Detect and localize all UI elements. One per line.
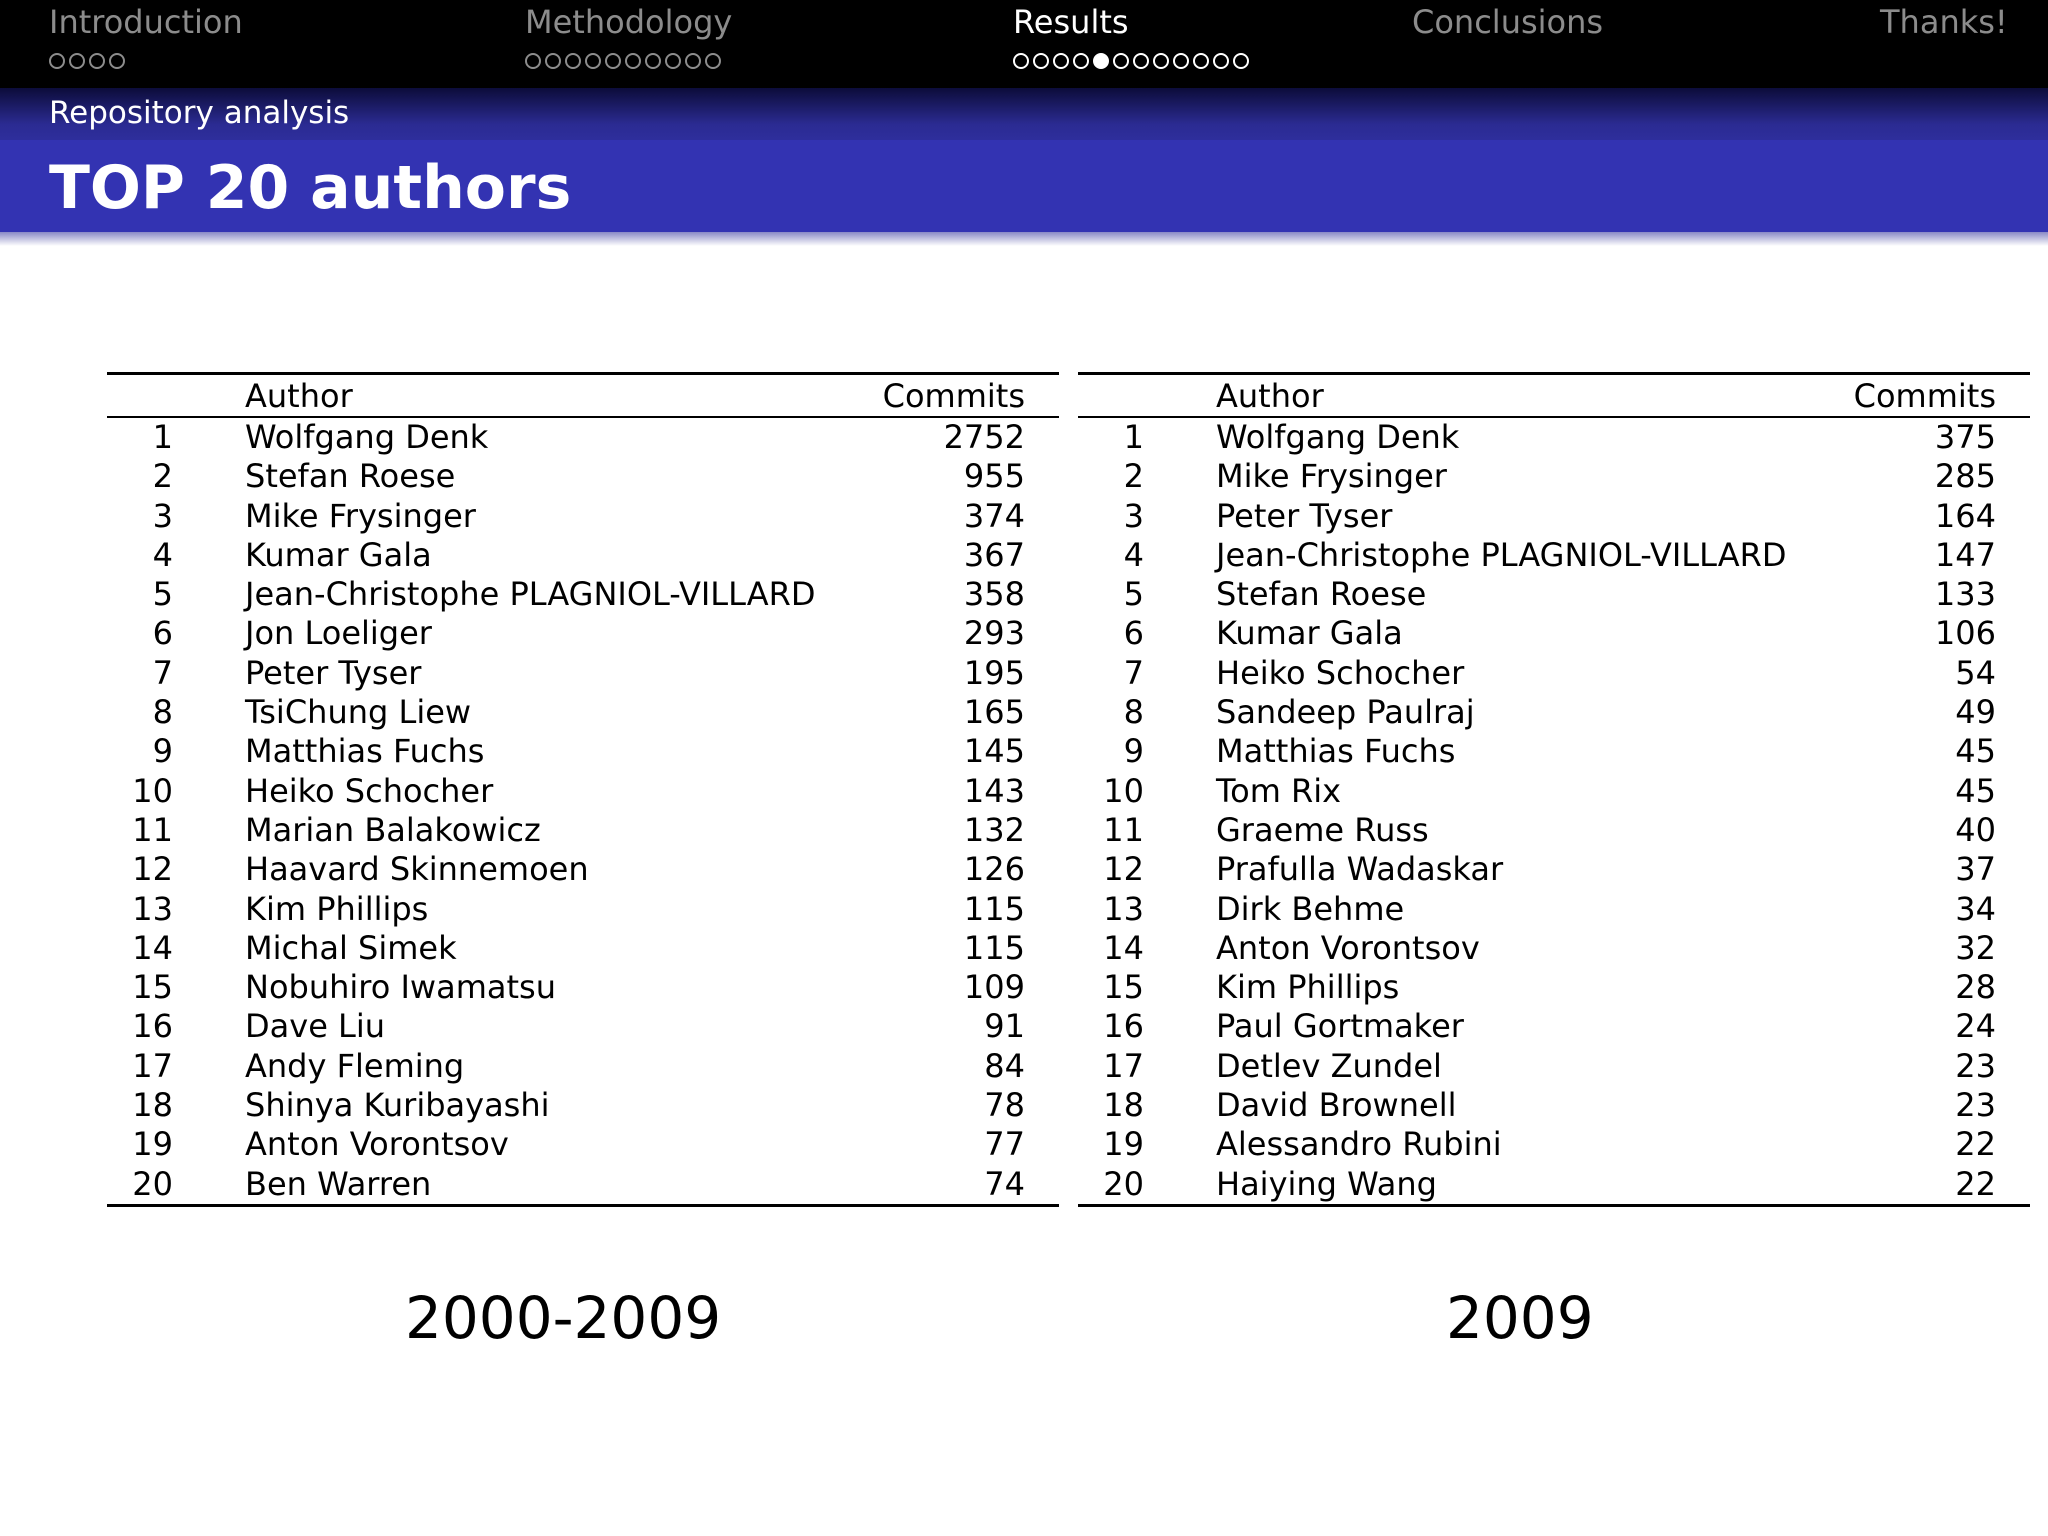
rank-cell: 6 <box>1123 614 1144 653</box>
table-row <box>107 1165 1059 1204</box>
commits-cell: 106 <box>1934 614 1996 653</box>
rank-cell: 18 <box>132 1086 173 1125</box>
table-row <box>1078 1165 2030 1204</box>
commits-cell: 23 <box>1955 1086 1996 1125</box>
rank-cell: 14 <box>1103 928 1144 967</box>
nav-section-title[interactable]: Conclusions <box>1412 3 1604 41</box>
table-row <box>1078 1125 2030 1164</box>
nav-dot[interactable] <box>525 53 541 69</box>
table-row <box>1078 654 2030 693</box>
author-cell: Stefan Roese <box>245 457 456 496</box>
author-cell: Michal Simek <box>245 928 457 967</box>
nav-dot[interactable] <box>89 53 105 69</box>
commits-cell: 293 <box>963 614 1025 653</box>
rank-cell: 7 <box>152 653 173 692</box>
author-cell: David Brownell <box>1216 1086 1457 1125</box>
table-row <box>107 418 1059 457</box>
nav-dot[interactable] <box>545 53 561 69</box>
table-row <box>1078 614 2030 653</box>
author-cell: Heiko Schocher <box>1216 653 1465 692</box>
table-header-row <box>1078 375 2030 416</box>
commits-cell: 147 <box>1934 535 1996 574</box>
author-cell: Paul Gortmaker <box>1216 1007 1464 1046</box>
commits-cell: 133 <box>1934 575 1996 614</box>
table-row <box>1078 536 2030 575</box>
nav-dot[interactable] <box>645 53 661 69</box>
nav-dot[interactable] <box>605 53 621 69</box>
table-row <box>107 536 1059 575</box>
table-row <box>1078 497 2030 536</box>
table-row <box>107 457 1059 496</box>
nav-dot[interactable] <box>109 53 125 69</box>
table-row <box>1078 968 2030 1007</box>
table-row <box>1078 418 2030 457</box>
caption-2000-2009: 2000-2009 <box>405 1284 722 1352</box>
rank-cell: 14 <box>132 928 173 967</box>
commits-cell: 77 <box>984 1125 1025 1164</box>
commits-cell: 126 <box>963 850 1025 889</box>
commits-cell: 143 <box>963 771 1025 810</box>
commits-cell: 54 <box>1955 653 1996 692</box>
commits-cell: 955 <box>963 457 1025 496</box>
commits-cell: 358 <box>963 575 1025 614</box>
author-cell: Prafulla Wadaskar <box>1216 850 1504 889</box>
author-header: Author <box>1216 377 1324 415</box>
table-row <box>1078 890 2030 929</box>
author-cell: Jean-Christophe PLAGNIOL-VILLARD <box>245 575 816 614</box>
subsection-bar <box>0 88 2048 140</box>
table-row <box>107 968 1059 1007</box>
table-row <box>1078 457 2030 496</box>
author-cell: Anton Vorontsov <box>245 1125 509 1164</box>
commits-cell: 78 <box>984 1086 1025 1125</box>
commits-cell: 45 <box>1955 771 1996 810</box>
author-cell: Detlev Zundel <box>1216 1046 1442 1085</box>
author-cell: Mike Frysinger <box>245 496 476 535</box>
author-cell: Ben Warren <box>245 1164 432 1203</box>
commits-cell: 84 <box>984 1046 1025 1085</box>
rank-cell: 1 <box>152 418 173 456</box>
author-cell: TsiChung Liew <box>245 693 472 732</box>
caption-2009: 2009 <box>1446 1284 1594 1352</box>
rank-cell: 2 <box>1123 457 1144 496</box>
nav-dot[interactable] <box>1133 53 1149 69</box>
rank-cell: 12 <box>1103 850 1144 889</box>
nav-dot[interactable] <box>1033 53 1049 69</box>
rank-cell: 3 <box>1123 496 1144 535</box>
commits-cell: 109 <box>963 968 1025 1007</box>
commits-cell: 45 <box>1955 732 1996 771</box>
table-row <box>107 850 1059 889</box>
author-cell: Andy Fleming <box>245 1046 465 1085</box>
author-cell: Sandeep Paulraj <box>1216 693 1475 732</box>
rank-cell: 3 <box>152 496 173 535</box>
subsection-title: Repository analysis <box>49 95 350 131</box>
nav-dot[interactable] <box>685 53 701 69</box>
commits-cell: 40 <box>1955 810 1996 849</box>
rank-cell: 7 <box>1123 653 1144 692</box>
commits-cell: 22 <box>1955 1164 1996 1203</box>
author-cell: Peter Tyser <box>245 653 422 692</box>
commits-cell: 374 <box>963 496 1025 535</box>
table-row <box>1078 929 2030 968</box>
rank-cell: 6 <box>152 614 173 653</box>
commits-cell: 24 <box>1955 1007 1996 1046</box>
commits-cell: 37 <box>1955 850 1996 889</box>
rank-cell: 12 <box>132 850 173 889</box>
commits-cell: 34 <box>1955 889 1996 928</box>
table-row <box>1078 1007 2030 1046</box>
nav-section-introduction[interactable] <box>49 2 243 72</box>
nav-dot[interactable] <box>1013 53 1029 69</box>
rank-cell: 17 <box>1103 1046 1144 1085</box>
author-cell: Anton Vorontsov <box>1216 928 1480 967</box>
rank-cell: 10 <box>132 771 173 810</box>
nav-section-title[interactable]: Methodology <box>525 3 733 41</box>
nav-section-conclusions[interactable] <box>1412 2 1603 42</box>
nav-section-results[interactable] <box>1013 2 1249 72</box>
rank-cell: 8 <box>152 693 173 732</box>
rank-cell: 18 <box>1103 1086 1144 1125</box>
table-row <box>107 654 1059 693</box>
table-row <box>1078 693 2030 732</box>
table-row <box>1078 811 2030 850</box>
nav-dot[interactable] <box>565 53 581 69</box>
table-row <box>107 1047 1059 1086</box>
rank-cell: 19 <box>132 1125 173 1164</box>
table-body <box>107 418 1059 1204</box>
table-row <box>107 1125 1059 1164</box>
nav-dot-current[interactable] <box>1093 53 1109 69</box>
table-row <box>107 811 1059 850</box>
table-row <box>1078 850 2030 889</box>
rank-cell: 15 <box>1103 968 1144 1007</box>
title-bar-shadow <box>0 232 2048 246</box>
table-row <box>107 772 1059 811</box>
nav-frame-dots <box>49 50 243 72</box>
table-row <box>107 890 1059 929</box>
author-cell: Wolfgang Denk <box>245 418 489 456</box>
rank-cell: 1 <box>1123 418 1144 456</box>
table-row <box>107 732 1059 771</box>
table-bottom-rule <box>107 1204 1059 1207</box>
table-row <box>107 614 1059 653</box>
author-cell: Matthias Fuchs <box>1216 732 1456 771</box>
nav-dot[interactable] <box>49 53 65 69</box>
rank-cell: 13 <box>1103 889 1144 928</box>
nav-frame-dots <box>525 50 732 72</box>
author-cell: Dave Liu <box>245 1007 386 1046</box>
author-cell: Stefan Roese <box>1216 575 1427 614</box>
rank-cell: 9 <box>152 732 173 771</box>
author-cell: Dirk Behme <box>1216 889 1405 928</box>
nav-dot[interactable] <box>665 53 681 69</box>
commits-cell: 28 <box>1955 968 1996 1007</box>
table-header-row <box>107 375 1059 416</box>
commits-cell: 32 <box>1955 928 1996 967</box>
rank-cell: 20 <box>1103 1164 1144 1203</box>
author-cell: Haiying Wang <box>1216 1164 1437 1203</box>
table-bottom-rule <box>1078 1204 2030 1207</box>
author-cell: Haavard Skinnemoen <box>245 850 589 889</box>
table-row <box>1078 575 2030 614</box>
commits-cell: 375 <box>1934 418 1996 456</box>
author-cell: Mike Frysinger <box>1216 457 1447 496</box>
table-row <box>1078 1086 2030 1125</box>
table-row <box>107 693 1059 732</box>
author-header: Author <box>245 377 353 415</box>
nav-section-thanks[interactable] <box>1880 2 2008 42</box>
nav-dot[interactable] <box>1053 53 1069 69</box>
nav-dot[interactable] <box>1153 53 1169 69</box>
commits-cell: 91 <box>984 1007 1025 1046</box>
rank-cell: 8 <box>1123 693 1144 732</box>
rank-cell: 13 <box>132 889 173 928</box>
rank-cell: 20 <box>132 1164 173 1203</box>
nav-section-title[interactable]: Introduction <box>49 3 243 41</box>
author-cell: Heiko Schocher <box>245 771 494 810</box>
table-row <box>107 1007 1059 1046</box>
nav-dot[interactable] <box>1173 53 1189 69</box>
author-cell: Wolfgang Denk <box>1216 418 1460 456</box>
rank-cell: 11 <box>132 810 173 849</box>
rank-cell: 17 <box>132 1046 173 1085</box>
rank-cell: 5 <box>152 575 173 614</box>
author-cell: Jean-Christophe PLAGNIOL-VILLARD <box>1216 535 1787 574</box>
nav-frame-dots <box>1013 50 1249 72</box>
nav-dot[interactable] <box>69 53 85 69</box>
rank-cell: 16 <box>1103 1007 1144 1046</box>
commits-cell: 195 <box>963 653 1025 692</box>
commits-header: Commits <box>882 377 1025 415</box>
rank-cell: 2 <box>152 457 173 496</box>
commits-cell: 285 <box>1934 457 1996 496</box>
rank-cell: 4 <box>1123 535 1144 574</box>
author-cell: Kim Phillips <box>245 889 429 928</box>
author-cell: Alessandro Rubini <box>1216 1125 1502 1164</box>
commits-cell: 2752 <box>943 418 1025 456</box>
nav-dot[interactable] <box>585 53 601 69</box>
nav-section-methodology[interactable] <box>525 2 732 72</box>
nav-dot[interactable] <box>1113 53 1129 69</box>
nav-dot[interactable] <box>625 53 641 69</box>
author-cell: Nobuhiro Iwamatsu <box>245 968 556 1007</box>
author-cell: Kumar Gala <box>1216 614 1403 653</box>
rank-cell: 19 <box>1103 1125 1144 1164</box>
rank-cell: 5 <box>1123 575 1144 614</box>
author-cell: Kumar Gala <box>245 535 432 574</box>
nav-section-title[interactable]: Thanks! <box>1880 3 2008 41</box>
table-row <box>107 497 1059 536</box>
frame-title: TOP 20 authors <box>49 153 572 223</box>
commits-cell: 132 <box>963 810 1025 849</box>
commits-cell: 367 <box>963 535 1025 574</box>
nav-dot[interactable] <box>1193 53 1209 69</box>
commits-cell: 22 <box>1955 1125 1996 1164</box>
commits-cell: 74 <box>984 1164 1025 1203</box>
author-cell: Kim Phillips <box>1216 968 1400 1007</box>
commits-cell: 115 <box>963 889 1025 928</box>
authors-table-2009 <box>1078 372 2030 1207</box>
rank-cell: 9 <box>1123 732 1144 771</box>
table-row <box>107 929 1059 968</box>
nav-dot[interactable] <box>1233 53 1249 69</box>
rank-cell: 11 <box>1103 810 1144 849</box>
author-cell: Shinya Kuribayashi <box>245 1086 550 1125</box>
author-cell: Marian Balakowicz <box>245 810 541 849</box>
commits-cell: 23 <box>1955 1046 1996 1085</box>
commits-header: Commits <box>1853 377 1996 415</box>
commits-cell: 145 <box>963 732 1025 771</box>
rank-cell: 16 <box>132 1007 173 1046</box>
commits-cell: 49 <box>1955 693 1996 732</box>
nav-dot[interactable] <box>1073 53 1089 69</box>
navigation-bar <box>0 0 2048 88</box>
table-body <box>1078 418 2030 1204</box>
authors-table-2000-2009 <box>107 372 1059 1207</box>
author-cell: Peter Tyser <box>1216 496 1393 535</box>
rank-cell: 10 <box>1103 771 1144 810</box>
nav-dot[interactable] <box>1213 53 1229 69</box>
author-cell: Jon Loeliger <box>245 614 432 653</box>
table-row <box>1078 772 2030 811</box>
author-cell: Matthias Fuchs <box>245 732 485 771</box>
author-cell: Graeme Russ <box>1216 810 1429 849</box>
nav-dot[interactable] <box>705 53 721 69</box>
table-row <box>107 1086 1059 1125</box>
nav-section-title[interactable]: Results <box>1013 3 1129 41</box>
rank-cell: 15 <box>132 968 173 1007</box>
table-row <box>1078 1047 2030 1086</box>
commits-cell: 115 <box>963 928 1025 967</box>
commits-cell: 165 <box>963 693 1025 732</box>
commits-cell: 164 <box>1934 496 1996 535</box>
author-cell: Tom Rix <box>1216 771 1342 810</box>
rank-cell: 4 <box>152 535 173 574</box>
table-row <box>107 575 1059 614</box>
table-row <box>1078 732 2030 771</box>
frame-title-bar <box>0 140 2048 232</box>
